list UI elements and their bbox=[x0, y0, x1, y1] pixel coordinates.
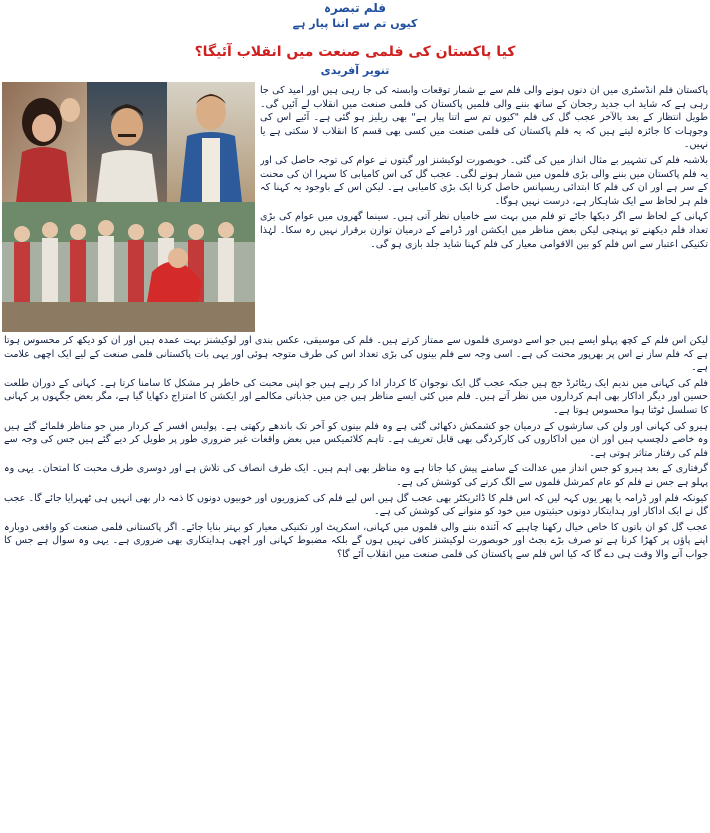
paragraph: عجب گل کو ان باتوں کا خاص خیال رکھنا چاہیے کہ آئندہ بننے والی فلموں میں کہانی، اسکرپٹ اور تکنیکی معیار کو بہتر بنایا جائے۔ اگر پاکستانی فلمی صنعت کو واقعی دوبارہ اپنے پاؤں پر کھڑا کرنا ہے تو صرف بڑے بجٹ اور خوبصورت لوکیشنز کافی نہیں ہوں گے بلکہ مضبوط کہانی اور اچھی ہدایتکاری بھی ضروری ہے۔ یہی وہ سوال ہے جس کا جواب آنے والا وقت ہی دے گا کہ کیا اس فلم سے پاکستان کی فلمی صنعت میں انقلاب آئے گا؟ bbox=[4, 521, 708, 560]
author-byline: تنویر آفریدی bbox=[320, 64, 390, 77]
paragraph: گرفتاری کے بعد ہیرو کو جس انداز میں عدالت کے سامنے پیش کیا جاتا ہے وہ مناظر بھی اہم ہیں۔ ایک طرف انصاف کی تلاش ہے اور دوسری طرف محبت کا امتحان۔ یہی وہ پہلو ہے جس نے فلم کو عام کمرشل فلموں سے الگ کرنے کی کوشش کی ہے۔ bbox=[4, 463, 708, 488]
paragraph: لیکن اس فلم کے کچھ پہلو ایسے ہیں جو اسے دوسری فلموں سے ممتاز کرتے ہیں۔ فلم کی موسیقی، عکس بندی اور لوکیشنز بہت عمدہ ہیں اور ان کو دیکھ کر محسوس ہوتا ہے کہ فلم ساز نے اس پر بھرپور محنت کی ہے۔ اسی وجہ سے فلم بینوں کی بڑی تعداد اس کی طرف متوجہ ہوئی اور یہی بات پاکستانی فلمی صنعت کے لیے ایک اچھی علامت ہے۔ bbox=[4, 335, 708, 374]
film-title: کیوں تم سے اتنا پیار ہے bbox=[292, 17, 418, 30]
paragraph: ہیرو کی کہانی اور ولن کی سازشوں کے درمیان جو کشمکش دکھائی گئی ہے وہ فلم بینوں کو آخر تک باندھے رکھتی ہے۔ پولیس افسر کے کردار میں جو مناظر فلمائے گئے ہیں وہ خاصے دلچسپ ہیں اور ان میں اداکاروں کی کارکردگی بھی قابل تعریف ہے۔ تاہم کلائمیکس میں بعض واقعات غیر ضروری طور پر طویل کر دیے گئے ہیں جس کی وجہ سے فلم کی رفتار متاثر ہوتی ہے۔ bbox=[4, 420, 708, 459]
paragraph: فلم کی کہانی میں ندیم ایک ریٹائرڈ جج ہیں جبکہ عجب گل ایک نوجوان کا کردار ادا کر رہے ہیں جو اپنی محبت کی خاطر ہر مشکل کا سامنا کرتا ہے۔ کہانی کے دوران طلعت حسین اور دیگر اداکار بھی اہم کرداروں میں نظر آتے ہیں۔ فلم میں کئی ایسے مناظر ہیں جن میں جذباتی مکالمے اور ایکشن کا امتزاج دکھایا گیا ہے، مگر بعض جگہوں پر کہانی کا تسلسل ٹوٹتا ہوا محسوس ہوتا ہے۔ bbox=[4, 377, 708, 416]
paragraph: کیونکہ فلم اور ڈرامہ یا پھر یوں کہہ لیں کہ اس فلم کا ڈائریکٹر بھی عجب گل ہیں اس لیے فلم کی کمزوریوں اور خوبیوں دونوں کا ذمہ دار بھی انہیں ہی ٹھہرایا جائے گا۔ عجب گل نے ایک اداکار اور ہدایتکار دونوں حیثیتوں میں خود کو منوانے کی کوشش کی ہے۔ bbox=[4, 492, 708, 518]
article-body-top bbox=[260, 84, 708, 334]
collage-picture bbox=[2, 82, 255, 332]
paragraph: کہانی کے لحاظ سے اگر دیکھا جائے تو فلم میں بہت سے خامیاں نظر آتی ہیں۔ سینما گھروں میں عوام کی بڑی تعداد فلم دیکھنے تو پہنچی لیکن بعض مناظر میں ایکشن اور ڈرامے کے درمیان توازن برقرار نہیں رہ سکا۔ لہٰذا تکنیکی اعتبار سے اس فلم کو بین الاقوامی معیار کی فلم کہنا شاید جلد بازی ہو گی۔ bbox=[260, 211, 708, 250]
headline: کیا پاکستان کی فلمی صنعت میں انقلاب آئیگا؟ bbox=[194, 44, 516, 60]
paragraph: پاکستان فلم انڈسٹری میں ان دنوں ہونے والی فلم سے بے شمار توقعات وابستہ کی جا رہی ہیں اور امید کی جا رہی ہے کہ شاید اب جدید رجحان کے ساتھ بننے والی فلمیں پاکستان کی فلمی صنعت میں انقلاب لے آئیں گی۔ طویل انتظار کے بعد بالآخر عجب گل کی فلم "کیوں تم سے اتنا پیار ہے" بھی ریلیز ہو گئی ہے۔ آئیے اس کی وجوہات کا جائزہ لیتے ہیں کہ یہ فلم پاکستان کی فلمی صنعت میں کسی بھی قسم کا انقلاب لا سکتی ہے یا نہیں۔ bbox=[260, 85, 708, 151]
article-body-bottom bbox=[4, 334, 708, 830]
article-header bbox=[0, 0, 710, 82]
section-kicker: فلم تبصرہ bbox=[323, 1, 387, 15]
paragraph: بلاشبہ فلم کی تشہیر بے مثال انداز میں کی گئی۔ خوبصورت لوکیشنز اور گیتوں نے عوام کی توجہ حاصل کی اور یہ فلم پاکستان میں بننے والی بڑی فلموں میں شمار ہونے لگی۔ عجب گل کی اس کامیابی کا سہرا ان کی محنت کے سر ہے اور ان کی فلم کا ابتدائی ریسپانس حاصل کرنا ایک بڑی کامیابی ہے۔ لیکن اس کے باوجود یہ کہنا کہ فلم ہر لحاظ سے ایک شاہکار ہے، درست نہیں ہوگا۔ bbox=[260, 154, 708, 207]
film-photo-collage bbox=[2, 82, 255, 332]
